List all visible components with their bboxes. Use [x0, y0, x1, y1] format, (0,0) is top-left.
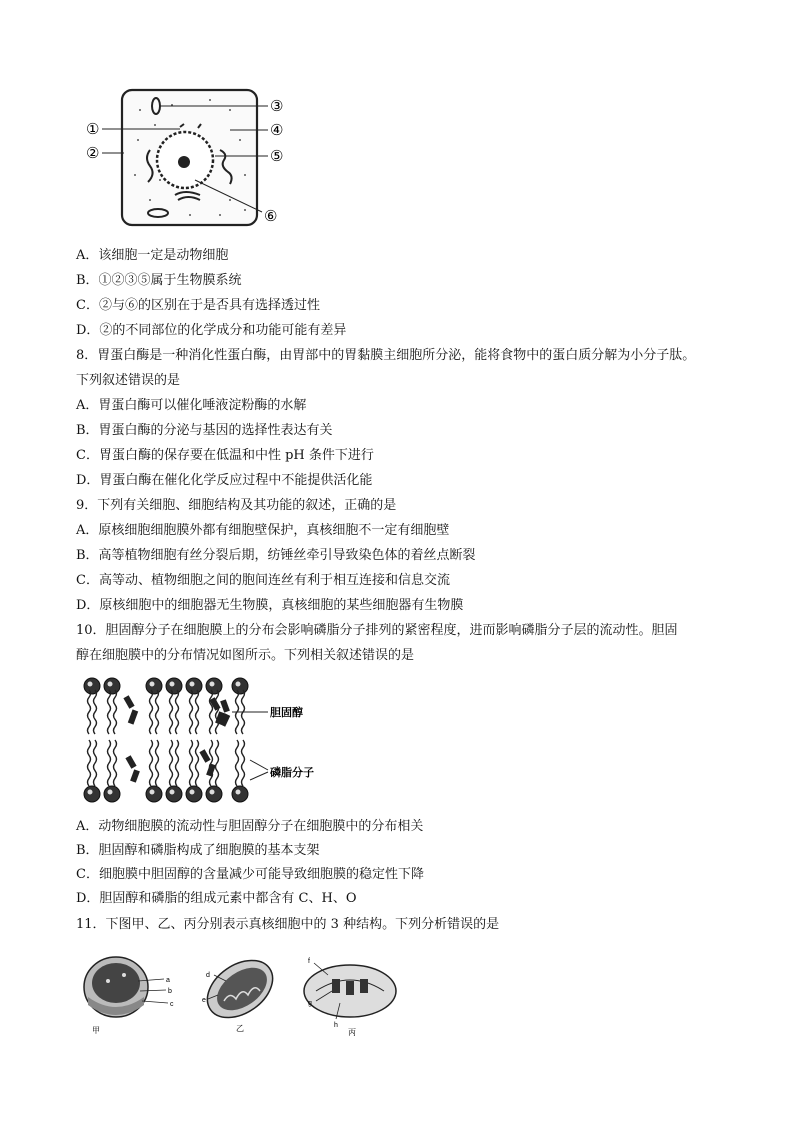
cell-diagram — [80, 80, 310, 230]
q9-option-d: D．原核细胞中的细胞器无生物膜，真核细胞的某些细胞器有生物膜 — [76, 598, 464, 613]
q10-option-c: C．细胞膜中胆固醇的含量减少可能导致细胞膜的稳定性下降 — [76, 867, 424, 882]
phospholipid-head — [232, 786, 248, 802]
fatty-acid-tail — [150, 740, 153, 786]
structure-jia — [84, 957, 174, 1035]
label-h: h — [334, 1022, 338, 1029]
label-e: e — [202, 997, 206, 1004]
head-highlight — [150, 790, 155, 795]
label-jia: 甲 — [92, 1026, 100, 1035]
fatty-acid-tail — [150, 690, 153, 734]
fatty-acid-tail — [216, 690, 219, 734]
head-highlight — [88, 682, 93, 687]
head-highlight — [210, 682, 215, 687]
label-g: g — [308, 1000, 312, 1007]
fatty-acid-tail — [170, 740, 173, 786]
label-a: a — [166, 977, 170, 984]
q8-stem-line1: 8．胃蛋白酶是一种消化性蛋白酶，由胃部中的胃黏膜主细胞所分泌，能将食物中的蛋白质分解为小分子肽。 — [76, 348, 696, 363]
phospholipid-head — [186, 786, 202, 802]
phospholipid-head — [166, 678, 182, 694]
head-highlight — [108, 682, 113, 687]
phospholipid-head — [146, 678, 162, 694]
phospholipid-head — [206, 786, 222, 802]
phospholipid-head — [186, 678, 202, 694]
head-highlight — [210, 790, 215, 795]
q9-option-b: B．高等植物细胞有丝分裂后期，纺锤丝牵引导致染色体的着丝点断裂 — [76, 548, 476, 563]
phospholipid-head — [206, 678, 222, 694]
head-highlight — [236, 790, 241, 795]
phospholipid-head — [166, 786, 182, 802]
phospholipid-head — [84, 786, 100, 802]
fatty-acid-tail — [210, 690, 213, 734]
label-b: b — [168, 988, 172, 995]
label-c: c — [170, 1001, 174, 1008]
phospholipid-head — [84, 678, 100, 694]
membrane-diagram — [82, 674, 342, 809]
fatty-acid-tail — [88, 690, 91, 734]
fatty-acid-tail — [114, 740, 117, 786]
label-f: f — [308, 958, 310, 965]
q10-stem-line2: 醇在细胞膜中的分布情况如图所示。下列相关叙述错误的是 — [76, 648, 415, 663]
label-1: ① — [86, 120, 100, 138]
fatty-acid-tail — [88, 740, 91, 786]
fatty-acid-tail — [236, 740, 239, 786]
q9-option-a: A．原核细胞细胞膜外都有细胞壁保护，真核细胞不一定有细胞壁 — [76, 523, 450, 538]
head-highlight — [190, 682, 195, 687]
q7-option-c: C．②与⑥的区别在于是否具有选择透过性 — [76, 298, 320, 313]
fatty-acid-tail — [196, 690, 199, 734]
fatty-acid-tail — [156, 740, 159, 786]
q7-option-b: B．①②③⑤属于生物膜系统 — [76, 273, 242, 288]
fatty-acid-tail — [196, 740, 199, 786]
label-4: ④ — [270, 121, 284, 139]
q8-option-d: D．胃蛋白酶在催化化学反应过程中不能提供活化能 — [76, 473, 373, 488]
fatty-acid-tail — [108, 690, 111, 734]
q10-option-d: D．胆固醇和磷脂的组成元素中都含有 C、H、O — [76, 891, 357, 906]
label-phospholipid: 磷脂分子 — [270, 767, 314, 779]
structure-bing — [304, 958, 396, 1037]
q8-option-b: B．胃蛋白酶的分泌与基因的选择性表达有关 — [76, 423, 333, 438]
fatty-acid-tail — [190, 740, 193, 786]
q9-option-c: C．高等动、植物细胞之间的胞间连丝有利于相互连接和信息交流 — [76, 573, 450, 588]
label-3: ③ — [270, 97, 284, 115]
q10-stem-line1: 10．胆固醇分子在细胞膜上的分布会影响磷脂分子排列的紧密程度，进而影响磷脂分子层的流动性。胆固 — [76, 623, 678, 638]
q7-option-a: A．该细胞一定是动物细胞 — [76, 248, 229, 263]
q10-option-b: B．胆固醇和磷脂构成了细胞膜的基本支架 — [76, 843, 320, 858]
head-highlight — [170, 682, 175, 687]
q7-option-d: D．②的不同部位的化学成分和功能可能有差异 — [76, 323, 347, 338]
q8-option-a: A．胃蛋白酶可以催化唾液淀粉酶的水解 — [76, 398, 307, 413]
fatty-acid-tail — [94, 740, 97, 786]
q11-stem: 11．下图甲、乙、丙分别表示真核细胞中的 3 种结构。下列分析错误的是 — [76, 917, 500, 932]
phospholipid-head — [104, 786, 120, 802]
fatty-acid-tail — [190, 690, 193, 734]
phospholipid-head — [146, 786, 162, 802]
head-highlight — [190, 790, 195, 795]
fatty-acid-tail — [94, 690, 97, 734]
structure-yi — [197, 949, 284, 1033]
fatty-acid-tail — [156, 690, 159, 734]
head-highlight — [88, 790, 93, 795]
fatty-acid-tail — [210, 740, 213, 786]
label-5: ⑤ — [270, 147, 284, 165]
phospholipid-heads — [84, 678, 248, 802]
label-d: d — [206, 972, 210, 979]
q9-stem: 9．下列有关细胞、细胞结构及其功能的叙述，正确的是 — [76, 498, 397, 513]
head-highlight — [170, 790, 175, 795]
head-highlight — [150, 682, 155, 687]
fatty-acid-tail — [108, 740, 111, 786]
label-yi: 乙 — [236, 1024, 244, 1033]
head-highlight — [108, 790, 113, 795]
phospholipid-tails — [88, 690, 245, 786]
nucleolus — [178, 156, 190, 168]
fatty-acid-tail — [170, 690, 173, 734]
label-bing: 丙 — [348, 1028, 356, 1037]
label-6: ⑥ — [264, 207, 278, 225]
q10-option-a: A．动物细胞膜的流动性与胆固醇分子在细胞膜中的分布相关 — [76, 819, 424, 834]
phospholipid-head — [104, 678, 120, 694]
q8-option-c: C．胃蛋白酶的保存要在低温和中性 pH 条件下进行 — [76, 448, 374, 463]
fatty-acid-tail — [114, 690, 117, 734]
head-highlight — [236, 682, 241, 687]
q8-stem-line2: 下列叙述错误的是 — [76, 373, 181, 388]
fatty-acid-tail — [216, 740, 219, 786]
phospholipid-head — [232, 678, 248, 694]
fatty-acid-tail — [176, 740, 179, 786]
label-cholesterol: 胆固醇 — [270, 707, 303, 719]
label-2: ② — [86, 144, 100, 162]
organelle-diagrams — [78, 945, 408, 1040]
fatty-acid-tail — [242, 740, 245, 786]
fatty-acid-tail — [176, 690, 179, 734]
